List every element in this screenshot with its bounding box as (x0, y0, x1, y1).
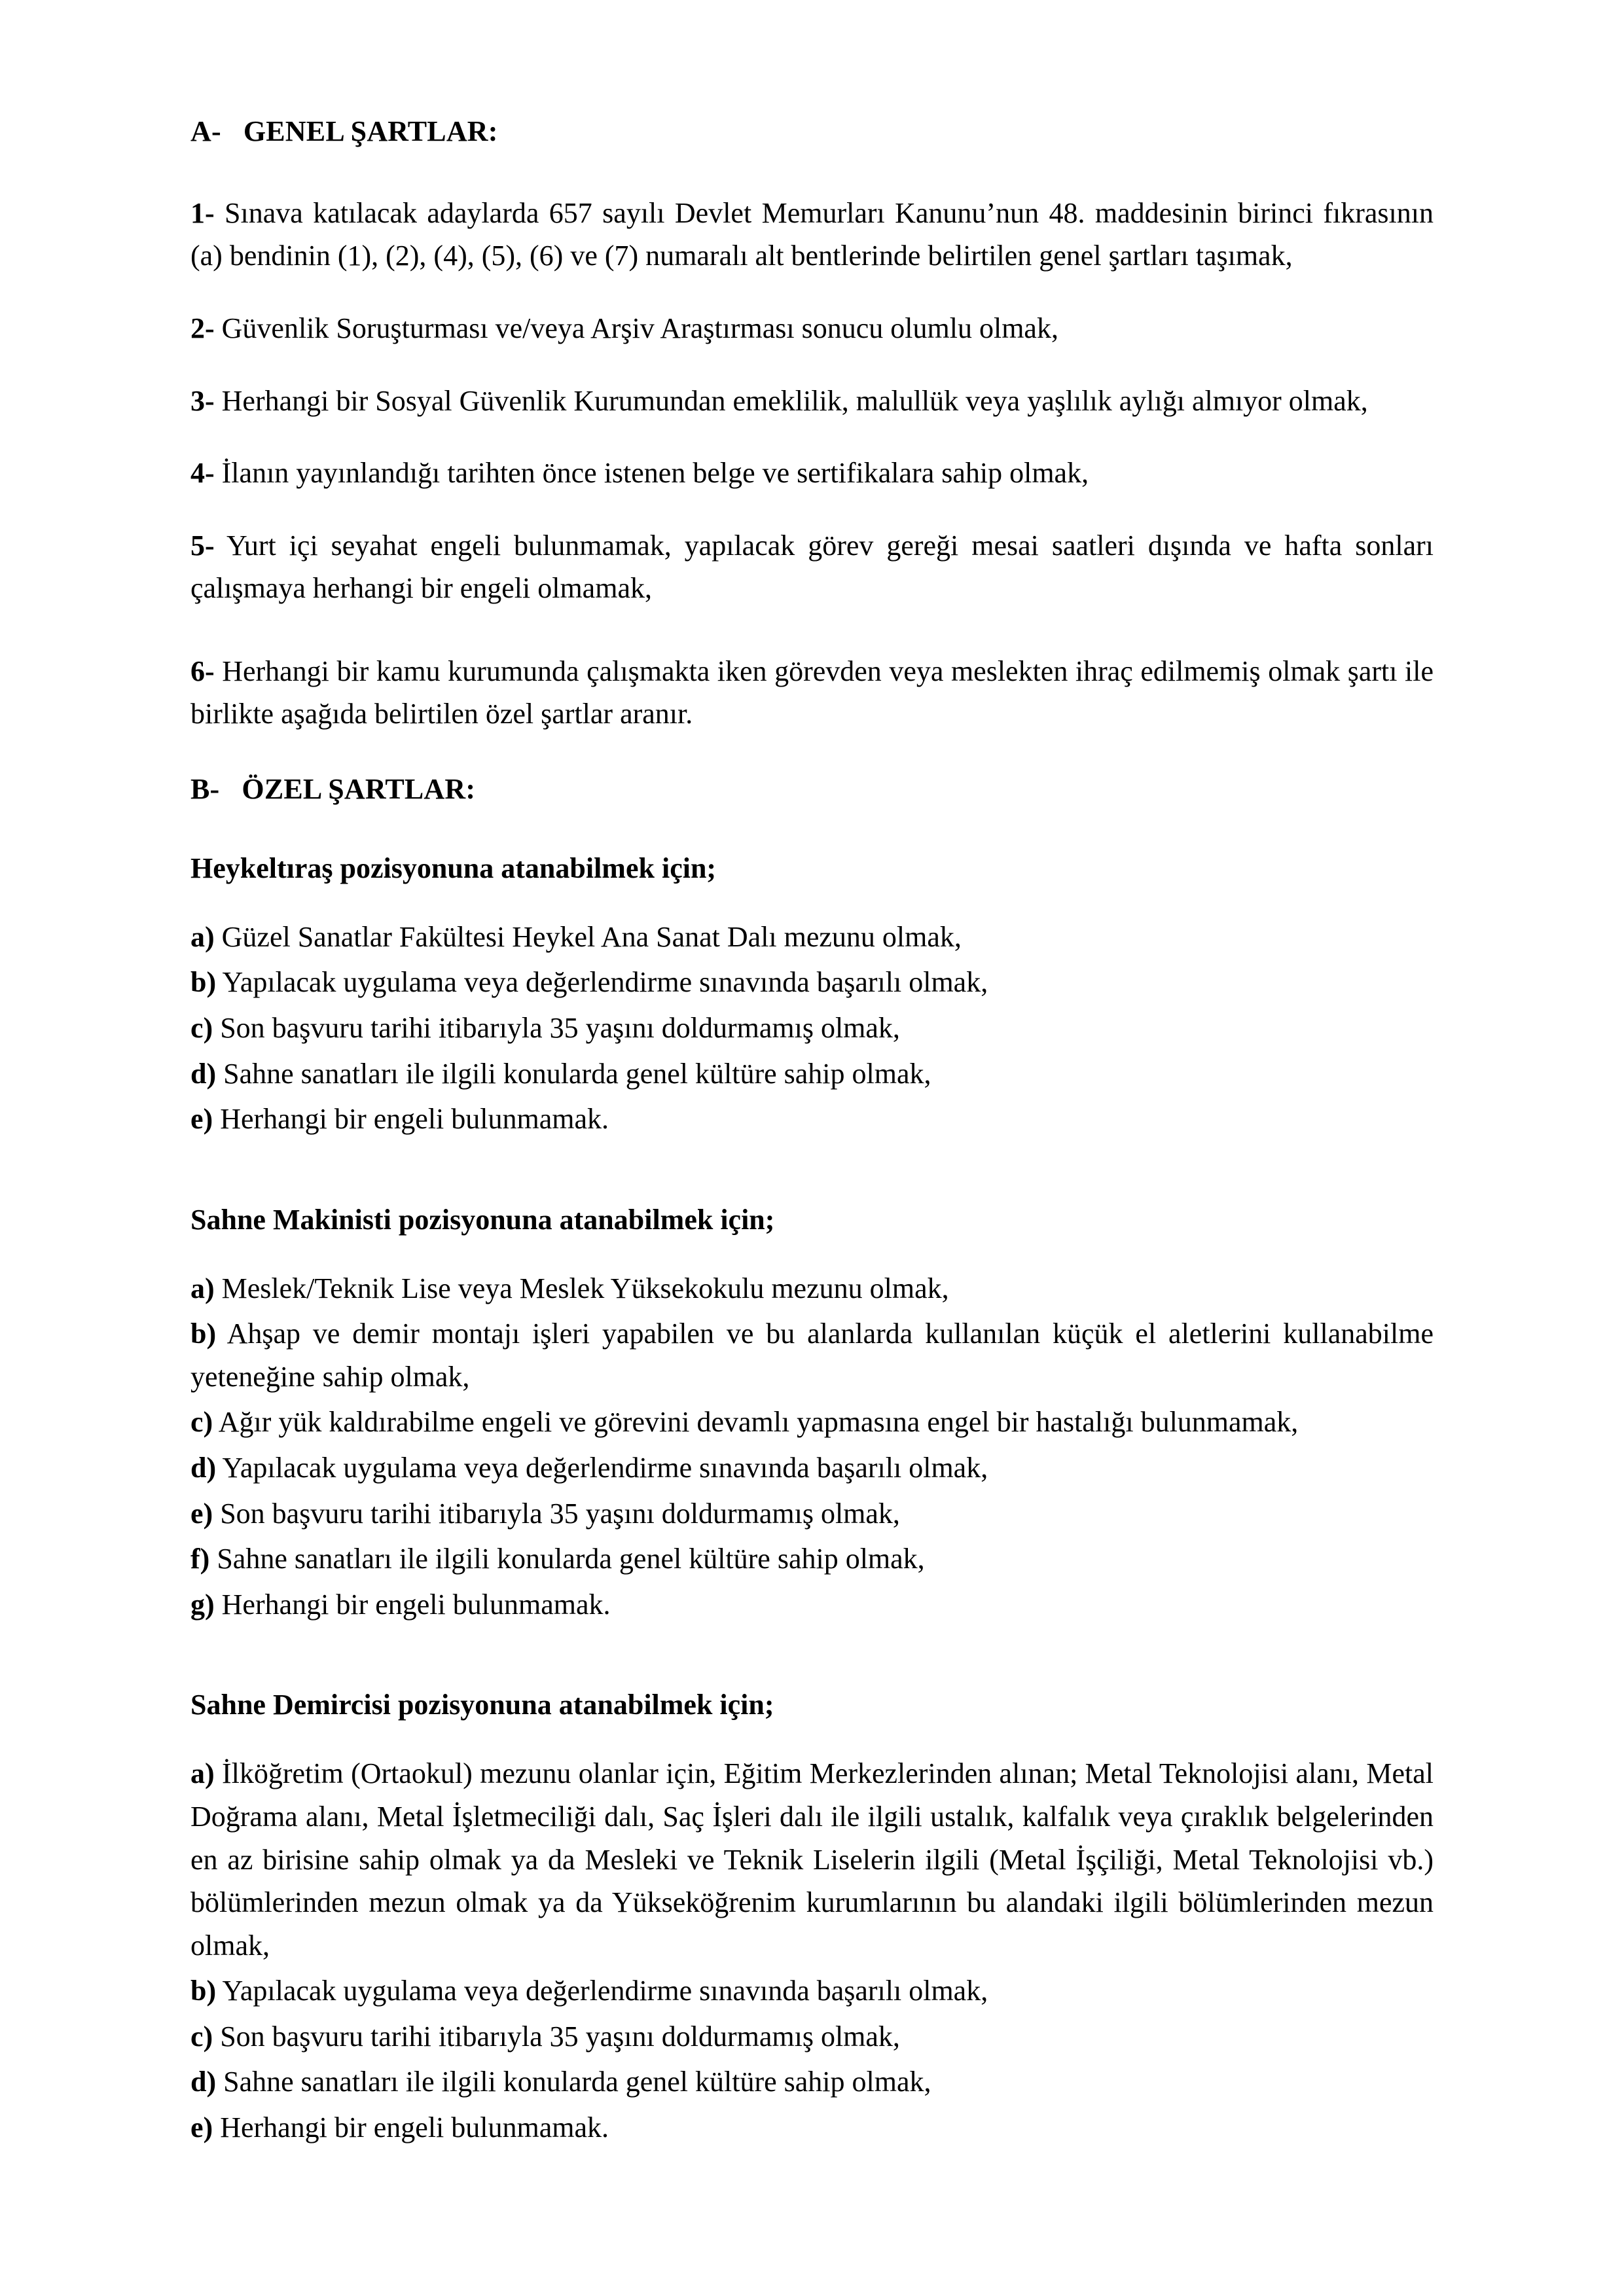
item-marker: e) (190, 1103, 213, 1136)
section-heading-genel-sartlar (190, 115, 1434, 149)
item-text: Yapılacak uygulama veya değerlendirme sınavında başarılı olmak, (216, 1452, 988, 1484)
item-marker: 5- (190, 529, 215, 562)
item-marker: 2- (190, 312, 215, 344)
spacer (190, 1660, 1434, 1686)
item-marker: 6- (190, 655, 215, 687)
general-condition-1 (190, 192, 1434, 278)
item-text: Güzel Sanatlar Fakültesi Heykel Ana Sanat Dalı mezunu olmak, (214, 920, 962, 953)
general-condition-2 (190, 307, 1434, 350)
list-item (190, 916, 1434, 959)
item-text: Herhangi bir Sosyal Güvenlik Kurumundan emeklilik, malullük veya yaşlılık aylığı almıyor olmak, (214, 384, 1368, 417)
general-condition-5 (190, 524, 1434, 610)
general-condition-3 (190, 380, 1434, 423)
requirement-list-sahne-demircisi (190, 1752, 1434, 2149)
item-marker: e) (190, 1497, 213, 1530)
list-item (190, 1098, 1434, 1141)
requirement-list-heykeltiras (190, 916, 1434, 1141)
item-marker: a) (190, 1272, 215, 1304)
item-marker: d) (190, 1057, 217, 1090)
item-marker: 3- (190, 384, 215, 417)
list-item (190, 2060, 1434, 2104)
item-text: Ahşap ve demir montajı işleri yapabilen ve bu alanlarda kullanılan küçük el aletlerini kullanabilme yeteneğine sahip olmak, (190, 1318, 1434, 1393)
spacer (190, 639, 1434, 650)
item-text: Son başvuru tarihi itibarıyla 35 yaşını doldurmamış olmak, (213, 1012, 900, 1045)
item-text: Sınava katılacak adaylarda 657 sayılı Devlet Memurları Kanunu’nun 48. maddesinin birinci fıkrasının (a) bendinin (1), (2), (4), (5), (6) ve (7) numaralı alt bentlerinde belirtilen genel şartları taşımak, (190, 196, 1434, 272)
item-text: Herhangi bir kamu kurumunda çalışmakta iken görevden veya meslekten ihraç edilmemiş olmak şartı ile birlikte aşağıda belirtilen özel şartlar aranır. (190, 655, 1434, 730)
section-letter-a: A- (190, 115, 221, 147)
list-item (190, 1969, 1434, 2013)
general-condition-4 (190, 452, 1434, 495)
list-item (190, 1537, 1434, 1581)
item-marker: c) (190, 1406, 213, 1439)
item-marker: d) (190, 1452, 217, 1484)
general-condition-6 (190, 650, 1434, 736)
item-text: Yapılacak uygulama veya değerlendirme sınavında başarılı olmak, (216, 1975, 988, 2007)
item-marker: 4- (190, 457, 215, 490)
item-marker: 1- (190, 196, 215, 229)
item-marker: g) (190, 1588, 215, 1621)
section-title-genel-sartlar: GENEL ŞARTLAR: (243, 115, 498, 147)
requirement-list-sahne-makinisti (190, 1267, 1434, 1626)
item-marker: b) (190, 966, 217, 999)
item-marker: a) (190, 920, 215, 953)
item-text: Yapılacak uygulama veya değerlendirme sınavında başarılı olmak, (216, 966, 988, 999)
list-item (190, 2106, 1434, 2149)
item-text: Sahne sanatları ile ilgili konularda genel kültüre sahip olmak, (216, 1057, 931, 1090)
item-text: Sahne sanatları ile ilgili konularda genel kültüre sahip olmak, (216, 2066, 931, 2098)
list-item (190, 961, 1434, 1004)
list-item (190, 1401, 1434, 1444)
item-marker: f) (190, 1543, 210, 1575)
item-text: Meslek/Teknik Lise veya Meslek Yüksekokulu mezunu olmak, (214, 1272, 949, 1304)
list-item (190, 1267, 1434, 1310)
item-marker: c) (190, 1012, 213, 1045)
list-item (190, 1052, 1434, 1096)
section-title-ozel-sartlar: ÖZEL ŞARTLAR: (242, 772, 476, 805)
item-text: Yurt içi seyahat engeli bulunmamak, yapılacak görev gereği mesai saatleri dışında ve hafta sonları çalışmaya herhangi bir engeli olmamak, (190, 529, 1434, 605)
item-text: Güvenlik Soruşturması ve/veya Arşiv Araştırması sonucu olumlu olmak, (214, 312, 1058, 344)
position-heading-sahne-makinisti: Sahne Makinisti pozisyonuna atanabilmek için; (190, 1203, 775, 1236)
spacer (190, 1175, 1434, 1201)
item-text: Sahne sanatları ile ilgili konularda genel kültüre sahip olmak, (209, 1543, 925, 1575)
item-marker: d) (190, 2066, 217, 2098)
item-text: Herhangi bir engeli bulunmamak. (213, 2111, 609, 2144)
item-text: İlanın yayınlandığı tarihten önce istenen belge ve sertifikalara sahip olmak, (214, 457, 1089, 490)
list-item (190, 1312, 1434, 1398)
list-item (190, 1752, 1434, 1967)
document-content (190, 115, 1434, 2149)
item-marker: c) (190, 2020, 213, 2053)
item-text: Herhangi bir engeli bulunmamak. (213, 1103, 609, 1136)
item-text: Herhangi bir engeli bulunmamak. (214, 1588, 611, 1621)
section-heading-ozel-sartlar (190, 772, 1434, 806)
section-letter-b: B- (190, 772, 220, 805)
position-heading-sahne-demircisi: Sahne Demircisi pozisyonuna atanabilmek için; (190, 1689, 774, 1721)
position-heading-heykeltiras: Heykeltıraş pozisyonuna atanabilmek için; (190, 852, 717, 884)
list-item (190, 1007, 1434, 1050)
list-item (190, 1446, 1434, 1490)
list-item (190, 1492, 1434, 1535)
item-text: Son başvuru tarihi itibarıyla 35 yaşını doldurmamış olmak, (213, 2020, 900, 2053)
item-marker: b) (190, 1318, 217, 1350)
item-text: Ağır yük kaldırabilme engeli ve görevini devamlı yapmasına engel bir hastalığı bulunmamak, (213, 1406, 1299, 1439)
item-marker: b) (190, 1975, 217, 2007)
list-item (190, 1583, 1434, 1626)
item-marker: e) (190, 2111, 213, 2144)
item-text: Son başvuru tarihi itibarıyla 35 yaşını doldurmamış olmak, (213, 1497, 900, 1530)
item-text: İlköğretim (Ortaokul) mezunu olanlar için, Eğitim Merkezlerinden alınan; Metal Teknolojisi alanı, Metal Doğrama alanı, Metal İşletmeciliği dalı, Saç İşleri dalı ile ilgili ustalık, kalfalık veya çıraklık belgelerinden en az birisine sahip olmak ya da Mesleki ve Teknik Liselerin ilgili (Metal İşçiliği, Metal Teknolojisi vb.) bölümlerinden mezun olmak ya da Yükseköğrenim kurumlarının bu alandaki ilgili bölümlerinden mezun olmak, (190, 1757, 1434, 1962)
list-item (190, 2015, 1434, 2058)
item-marker: a) (190, 1757, 215, 1790)
